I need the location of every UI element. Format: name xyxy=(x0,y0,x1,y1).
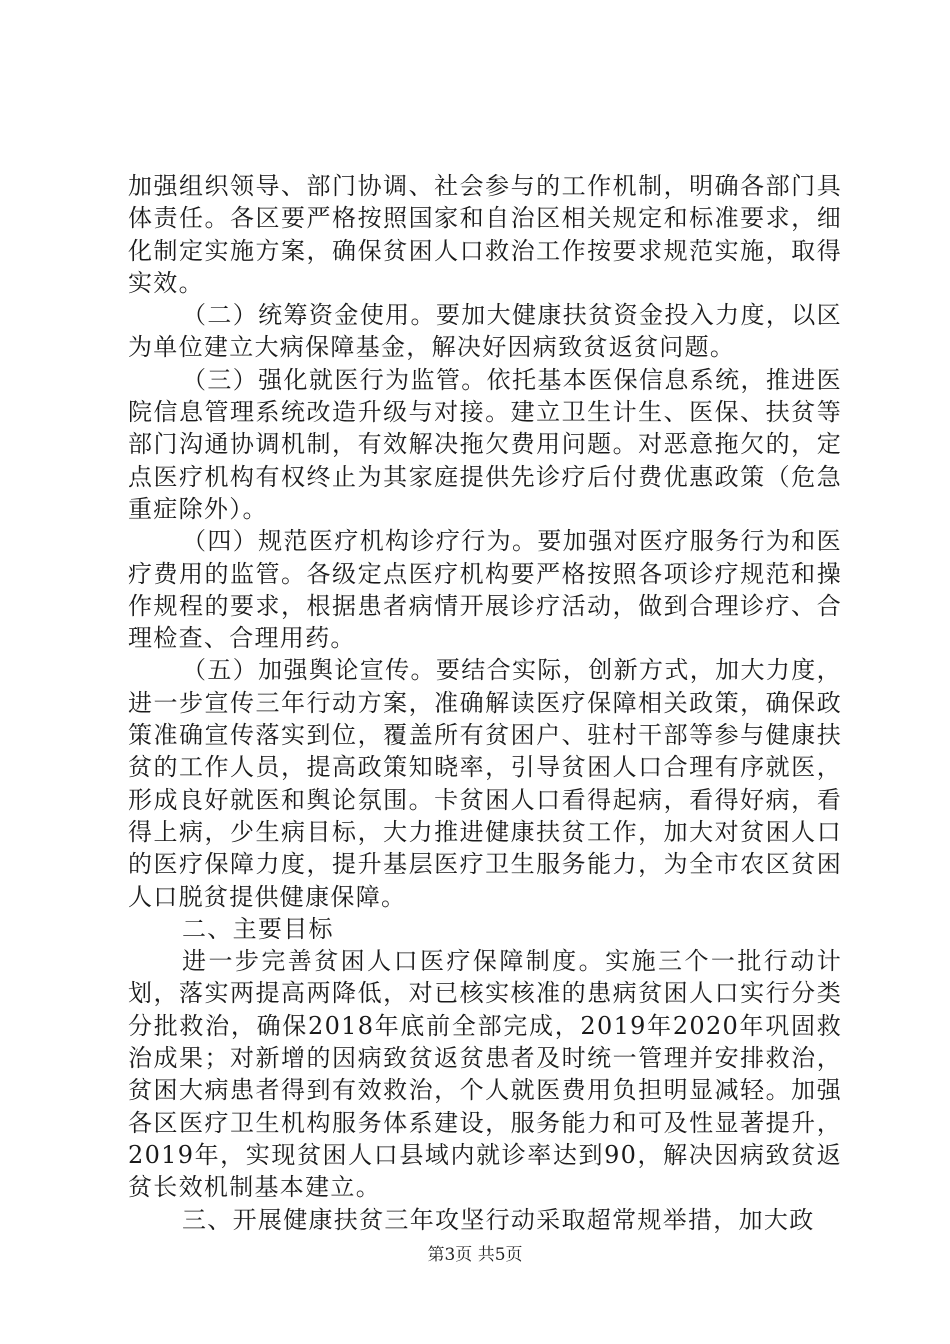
section-heading-main-goals: 二、主要目标 xyxy=(182,914,334,943)
document-body xyxy=(128,170,842,1236)
paragraph-5: （五）加强舆论宣传。要结合实际，创新方式，加大力度，进一步宣传三年行动方案，准确解读医疗保障相关政策，确保政策准确宣传落实到位，覆盖所有贫困户、驻村干部等参与健康扶贫的工作人员，提高政策知晓率，引导贫困人口合理有序就医，形成良好就医和舆论氛围。卡贫困人口看得起病，看得好病，看得上病，少生病目标，大力推进健康扶贫工作，加大对贫困人口的医疗保障力度，提升基层医疗卫生服务能力，为全市农区贫困人口脱贫提供健康保障。 xyxy=(128,656,842,911)
paragraph-3: （三）强化就医行为监管。依托基本医保信息系统，推进医院信息管理系统改造升级与对接。建立卫生计生、医保、扶贫等部门沟通协调机制，有效解决拖欠费用问题。对恶意拖欠的，定点医疗机构有权终止为其家庭提供先诊疗后付费优惠政策（危急重症除外）。 xyxy=(128,365,842,523)
paragraph-2: （二）统筹资金使用。要加大健康扶贫资金投入力度，以区为单位建立大病保障基金，解决好因病致贫返贫问题。 xyxy=(128,301,842,362)
paragraph-7: 进一步完善贫困人口医疗保障制度。实施三个一批行动计划，落实两提高两降低，对已核实核准的患病贫困人口实行分类分批救治，确保2018年底前全部完成，2019年2020年巩固救治成果；对新增的因病致贫返贫患者及时统一管理并安排救治，贫困大病患者得到有效救治，个人就医费用负担明显减轻。加强各区医疗卫生机构服务体系建设，服务能力和可及性显著提升，2019年，实现贫困人口县域内就诊率达到90，解决因病致贫返贫长效机制基本建立。 xyxy=(128,947,842,1202)
page-number-footer: 第3页 共5页 xyxy=(427,1245,523,1265)
section-heading-three-year-action: 三、开展健康扶贫三年攻坚行动采取超常规举措，加大政 xyxy=(182,1205,815,1234)
paragraph-4: （四）规范医疗机构诊疗行为。要加强对医疗服务行为和医疗费用的监管。各级定点医疗机构要严格按照各项诊疗规范和操作规程的要求，根据患者病情开展诊疗活动，做到合理诊疗、合理检查、合理用药。 xyxy=(128,527,842,653)
paragraph-1: 加强组织领导、部门协调、社会参与的工作机制，明确各部门具体责任。各区要严格按照国家和自治区相关规定和标准要求，细化制定实施方案，确保贫困人口救治工作按要求规范实施，取得实效。 xyxy=(128,172,842,297)
